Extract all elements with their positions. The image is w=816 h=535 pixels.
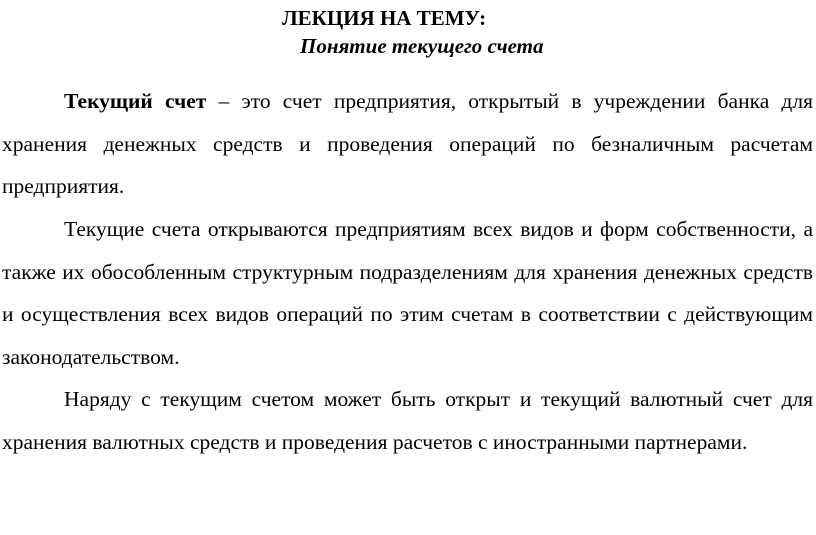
lecture-topic-title: Понятие текущего счета xyxy=(300,34,544,58)
definition-text: – это счет предприятия, открытый в учреждении банка для хранения денежных средств и проведения операций по безналичным расчетам предприятия. xyxy=(2,89,813,198)
defined-term: Текущий счет xyxy=(64,89,207,113)
lecture-heading: ЛЕКЦИЯ НА ТЕМУ: xyxy=(282,6,487,30)
paragraph-opening-accounts: Текущие счета открываются предприятиям всех видов и форм собственности, а также их обособленным структурным подразделениям для хранения денежных средств и осуществления всех видов операций по этим счетам в соответствии с действующим законодательством. xyxy=(2,217,813,369)
paragraph-currency-account: Наряду с текущим счетом может быть открыт и текущий валютный счет для хранения валютных средств и проведения расчетов с иностранными партнерами. xyxy=(2,387,813,454)
paragraph-definition xyxy=(2,80,813,208)
